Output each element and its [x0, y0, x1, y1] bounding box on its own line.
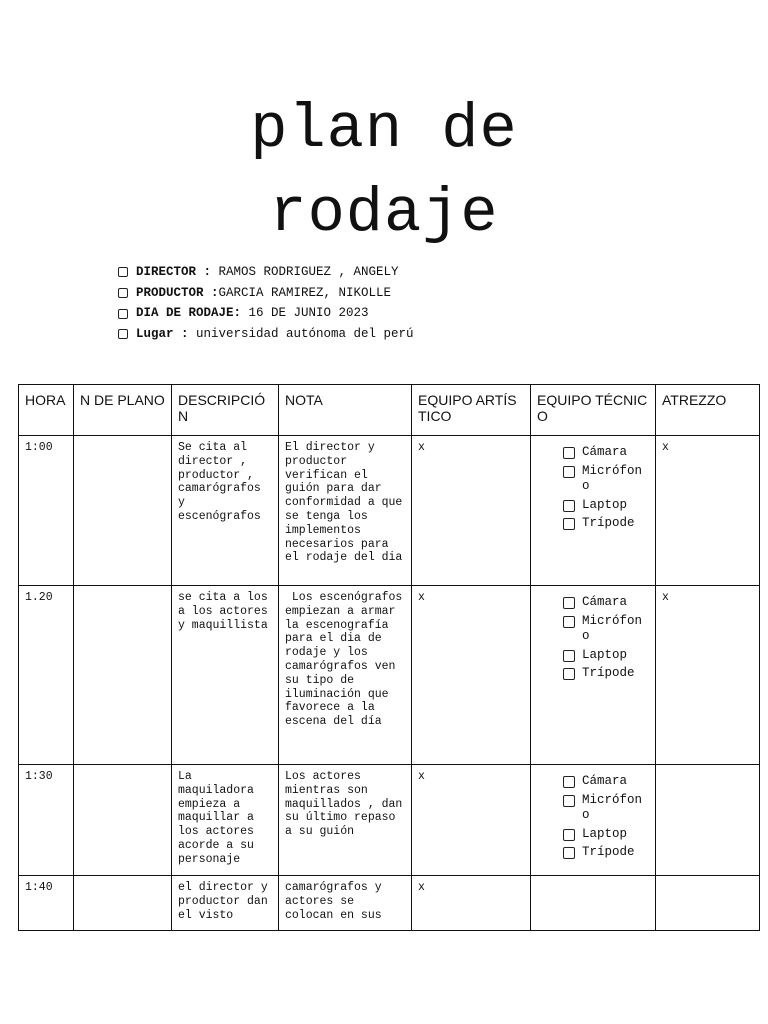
checkbox-icon[interactable] — [563, 518, 575, 530]
checkbox-icon[interactable] — [563, 668, 575, 680]
cell-nota: Los escenógrafos empiezan a armar la escenografía para el dia de rodaje y los camarógrafos ven su tipo de iluminación que favorece a la escena del día — [279, 586, 412, 765]
cell-equipo-tecnico — [531, 436, 656, 586]
info-label: Lugar : — [136, 327, 189, 342]
cell-descripcion: el director y productor dan el visto — [172, 876, 279, 931]
table-row — [19, 586, 760, 765]
equipment-label: Cámara — [582, 445, 628, 459]
info-director — [118, 262, 414, 283]
equipment-item[interactable] — [563, 827, 649, 843]
cell-descripcion: La maquiladora empieza a maquillar a los actores acorde a su personaje — [172, 765, 279, 876]
header-equipo-tecnico: EQUIPO TÉCNICO — [531, 385, 656, 436]
cell-artistico: x — [412, 586, 531, 765]
equipment-item[interactable] — [563, 516, 649, 532]
checkbox-icon[interactable] — [118, 288, 128, 298]
info-label: DIRECTOR : — [136, 265, 212, 279]
equipment-label: Micrófono — [582, 463, 643, 493]
info-value: universidad autónoma del perú — [188, 327, 414, 342]
equipment-item[interactable] — [563, 666, 649, 682]
table-row — [19, 436, 760, 586]
checkbox-icon[interactable] — [118, 329, 128, 339]
info-value: RAMOS RODRIGUEZ , ANGELY — [211, 265, 399, 279]
equipment-item[interactable] — [563, 445, 649, 461]
cell-atrezzo — [656, 765, 760, 876]
title-line-2: rodaje — [269, 178, 499, 249]
checkbox-icon[interactable] — [563, 466, 575, 478]
checkbox-icon[interactable] — [563, 776, 575, 788]
cell-nota: Los actores mientras son maquillados , dan su último repaso a su guión — [279, 765, 412, 876]
table-header-row — [19, 385, 760, 436]
checkbox-icon[interactable] — [118, 309, 128, 319]
table-row — [19, 765, 760, 876]
checkbox-icon[interactable] — [563, 500, 575, 512]
checkbox-icon[interactable] — [563, 616, 575, 628]
header-equipo-artistico: EQUIPO ARTÍSTICO — [412, 385, 531, 436]
cell-plano — [74, 586, 172, 765]
cell-artistico: x — [412, 765, 531, 876]
equipment-label: Trípode — [582, 666, 635, 680]
checkbox-icon[interactable] — [118, 267, 128, 277]
cell-nota: El director y productor verifican el guión para dar conformidad a que se tenga los implementos necesarios para el rodaje del dia — [279, 436, 412, 586]
cell-equipo-tecnico — [531, 765, 656, 876]
cell-hora: 1.20 — [19, 586, 74, 765]
cell-plano — [74, 876, 172, 931]
cell-plano — [74, 436, 172, 586]
header-nota: NOTA — [279, 385, 412, 436]
info-label: PRODUCTOR : — [136, 285, 219, 300]
cell-hora: 1:40 — [19, 876, 74, 931]
equipment-label: Cámara — [582, 774, 628, 788]
cell-atrezzo: x — [656, 586, 760, 765]
page-title — [0, 88, 768, 256]
info-label: DIA DE RODAJE: — [136, 306, 242, 321]
equipment-label: Laptop — [582, 647, 628, 662]
title-line-1: plan de — [250, 94, 518, 165]
equipment-label: Micrófono — [582, 792, 643, 822]
equipment-item[interactable] — [563, 648, 649, 664]
equipment-label: Trípode — [582, 516, 635, 530]
equipment-label: Laptop — [582, 497, 628, 512]
info-lugar — [118, 324, 414, 345]
checkbox-icon[interactable] — [563, 847, 575, 859]
equipment-item[interactable] — [563, 793, 649, 824]
cell-hora: 1:00 — [19, 436, 74, 586]
cell-descripcion: Se cita al director , productor , camarógrafos y escenógrafos — [172, 436, 279, 586]
header-atrezzo: ATREZZO — [656, 385, 760, 436]
equipment-item[interactable] — [563, 595, 649, 611]
checkbox-icon[interactable] — [563, 829, 575, 841]
header-descripcion: DESCRIPCIÓN — [172, 385, 279, 436]
cell-artistico: x — [412, 436, 531, 586]
equipment-label: Cámara — [582, 595, 628, 609]
info-value: 16 DE JUNIO 2023 — [241, 306, 369, 321]
cell-atrezzo: x — [656, 436, 760, 586]
checkbox-icon[interactable] — [563, 795, 575, 807]
cell-equipo-tecnico — [531, 876, 656, 931]
checkbox-icon[interactable] — [563, 447, 575, 459]
table-row — [19, 876, 760, 931]
info-productor — [118, 283, 414, 304]
cell-descripcion: se cita a los a los actores y maquillista — [172, 586, 279, 765]
header-n-de-plano: N DE PLANO — [74, 385, 172, 436]
cell-hora: 1:30 — [19, 765, 74, 876]
shooting-schedule-table — [18, 384, 760, 931]
cell-artistico: x — [412, 876, 531, 931]
cell-atrezzo — [656, 876, 760, 931]
checkbox-icon[interactable] — [563, 597, 575, 609]
equipment-label: Laptop — [582, 826, 628, 841]
header-hora: HORA — [19, 385, 74, 436]
info-value: GARCIA RAMIREZ, NIKOLLE — [218, 285, 392, 300]
equipment-item[interactable] — [563, 614, 649, 645]
equipment-item[interactable] — [563, 464, 649, 495]
info-dia-de-rodaje — [118, 303, 414, 324]
cell-plano — [74, 765, 172, 876]
equipment-item[interactable] — [563, 774, 649, 790]
cell-equipo-tecnico — [531, 586, 656, 765]
equipment-label: Micrófono — [582, 613, 643, 643]
equipment-item[interactable] — [563, 498, 649, 514]
production-info — [118, 262, 414, 345]
equipment-label: Trípode — [582, 845, 635, 859]
cell-nota: camarógrafos y actores se colocan en sus — [279, 876, 412, 931]
checkbox-icon[interactable] — [563, 650, 575, 662]
equipment-item[interactable] — [563, 845, 649, 861]
